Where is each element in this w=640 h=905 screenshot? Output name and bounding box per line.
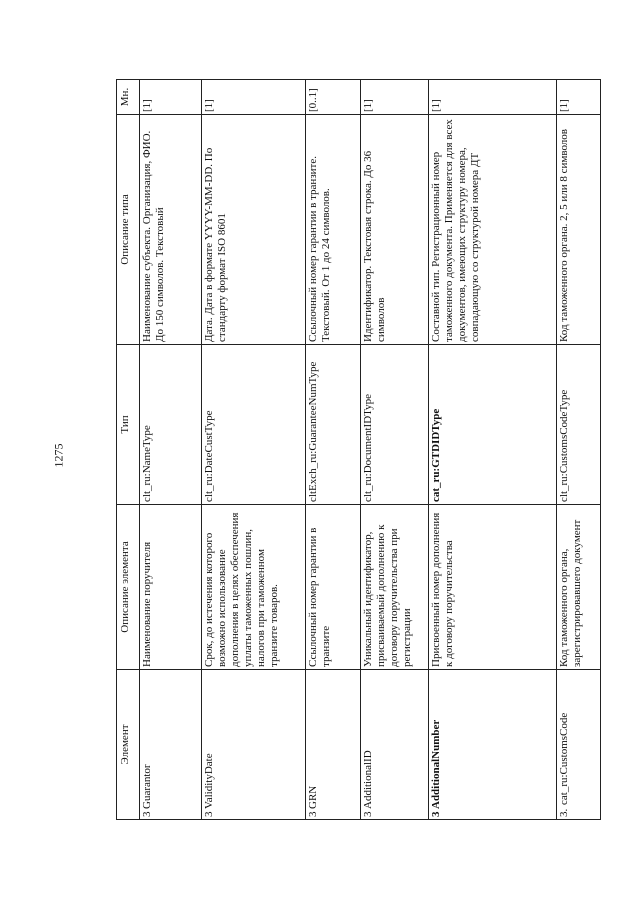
element-cell bbox=[202, 670, 306, 820]
element-description-cell: Наименование поручителя bbox=[140, 505, 202, 670]
header-row bbox=[117, 80, 140, 820]
header-element: Элемент bbox=[117, 670, 140, 820]
multiplicity-cell: [1] bbox=[361, 80, 429, 115]
level-number: 3 bbox=[430, 811, 442, 817]
type-cell: clt_ru:CustomsCodeType bbox=[557, 345, 601, 505]
element-description-cell: Уникальный идентификатор, присваиваемый дополнению к договору поручительства при регистрации bbox=[361, 505, 429, 670]
type-description-cell: Код таможенного органа. 2, 5 или 8 символов bbox=[557, 115, 601, 345]
element-description-cell: Ссылочный номер гарантии в транзите bbox=[306, 505, 361, 670]
header-multiplicity: Мн. bbox=[117, 80, 140, 115]
type-cell: clt_ru:DateCustType bbox=[202, 345, 306, 505]
header-type-description: Описание типа bbox=[117, 115, 140, 345]
table-row bbox=[140, 80, 202, 820]
rotated-table-container bbox=[116, 80, 616, 820]
element-name: AdditionalID bbox=[362, 750, 374, 809]
multiplicity-cell: [1] bbox=[140, 80, 202, 115]
multiplicity-cell: [0..1] bbox=[306, 80, 361, 115]
element-description-cell: Срок, до истечения которого возможно использование дополнения в целях обеспечения уплаты таможенных пошлин, налогов при таможенном транзите товаров. bbox=[202, 505, 306, 670]
element-cell bbox=[140, 670, 202, 820]
element-name: GRN bbox=[307, 785, 319, 809]
page-number: 1275 bbox=[51, 443, 66, 468]
element-cell bbox=[557, 670, 601, 820]
table-row bbox=[306, 80, 361, 820]
table-row bbox=[202, 80, 306, 820]
element-cell bbox=[306, 670, 361, 820]
type-description-cell: Наименование субъекта. Организация, ФИО. До 150 символов. Текстовый bbox=[140, 115, 202, 345]
multiplicity-cell: [1] bbox=[202, 80, 306, 115]
type-description-cell: Идентификатор. Текстовая строка. До 36 символов bbox=[361, 115, 429, 345]
table-row bbox=[361, 80, 429, 820]
type-description-cell: Ссылочный номер гарантии в транзите. Текстовый. От 1 до 24 символов. bbox=[306, 115, 361, 345]
type-description-cell: Составной тип. Регистрационный номер таможенного документа. Применяется для всех документов, имеющих структуру номера, совпадающую со структурой номера ДТ bbox=[429, 115, 557, 345]
type-cell: cat_ru:GTDIDType bbox=[429, 345, 557, 505]
element-description-cell: Присвоенный номер дополнения к договору поручительства bbox=[429, 505, 557, 670]
type-description-cell: Дата. Дата в формате YYYY-MM-DD. По стандарту формат ISO 8601 bbox=[202, 115, 306, 345]
multiplicity-cell: [1] bbox=[557, 80, 601, 115]
element-name: AdditionalNumber bbox=[430, 719, 442, 809]
level-number: 3 bbox=[362, 811, 374, 817]
level-number: 3 bbox=[307, 811, 319, 817]
table-row bbox=[557, 80, 601, 820]
element-name: ValidityDate bbox=[203, 753, 215, 809]
level-number: 3 bbox=[203, 811, 215, 817]
element-cell bbox=[361, 670, 429, 820]
level-number: 3 bbox=[141, 811, 153, 817]
element-name: cat_ru:CustomsCode bbox=[558, 712, 570, 805]
header-type: Тип bbox=[117, 345, 140, 505]
type-cell: clt_ru:DocumentIDType bbox=[361, 345, 429, 505]
element-description-cell: Код таможенного органа, зарегистрировавшего документ bbox=[557, 505, 601, 670]
type-cell: cltExch_ru:GuaranteeNumType bbox=[306, 345, 361, 505]
table-row bbox=[429, 80, 557, 820]
multiplicity-cell: [1] bbox=[429, 80, 557, 115]
element-name: Guarantor bbox=[141, 764, 153, 809]
header-element-description: Описание элемента bbox=[117, 505, 140, 670]
element-cell bbox=[429, 670, 557, 820]
level-number: 3. bbox=[558, 808, 570, 817]
type-cell: clt_ru:NameType bbox=[140, 345, 202, 505]
schema-table bbox=[116, 79, 601, 820]
